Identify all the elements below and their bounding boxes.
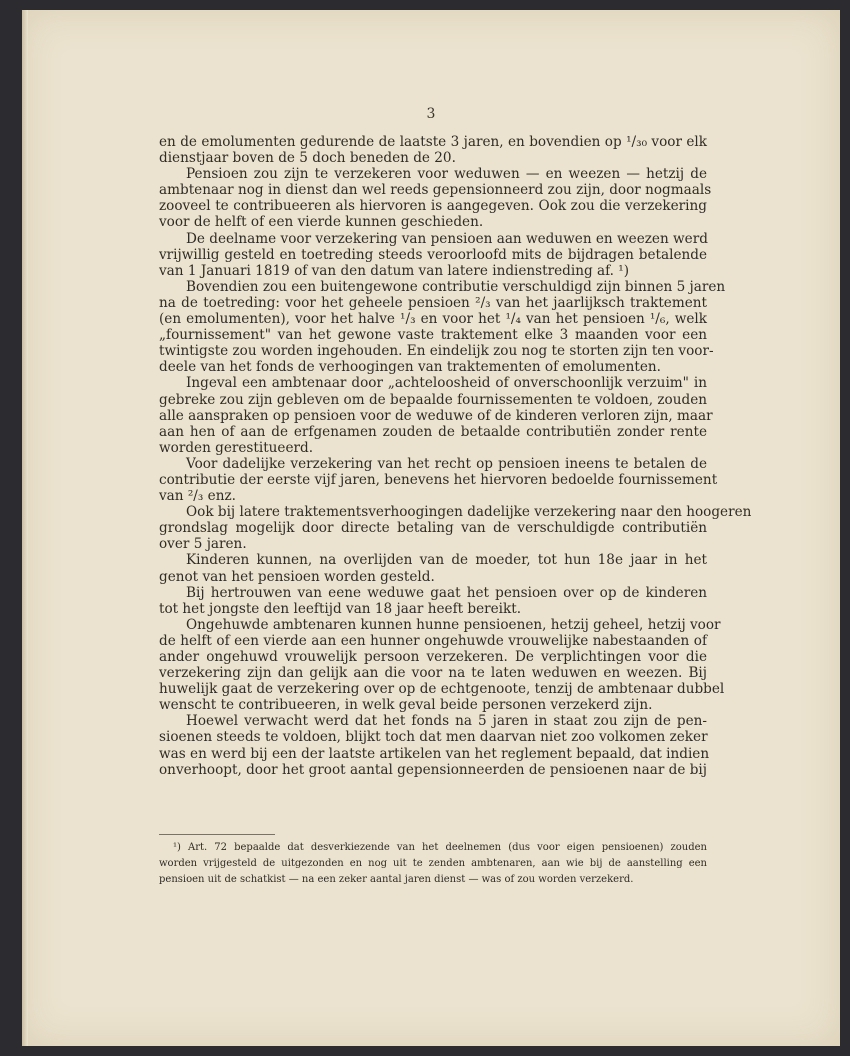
- text-line: ander ongehuwd vrouwelijk persoon verzekeren. De verplichtingen voor die: [159, 649, 707, 665]
- footnote-separator: [159, 834, 275, 835]
- footnote-line: ¹) Art. 72 bepaalde dat desverkiezende van het deelnemen (dus voor eigen pensioenen) zouden: [173, 842, 707, 853]
- text-line: vrijwillig gesteld en toetreding steeds veroorloofd mits de bijdragen betalende: [159, 246, 707, 263]
- footnote-line: pensioen uit de schatkist — na een zeker aantal jaren dienst — was of zou worden verzekerd.: [159, 874, 634, 885]
- text-line: gebreke zou zijn gebleven om de bepaalde fournissementen te voldoen, zouden: [159, 391, 707, 408]
- text-line: Bij hertrouwen van eene weduwe gaat het pensioen over op de kinderen: [186, 584, 707, 601]
- footnote-line: worden vrijgesteld de uitgezonden en nog uit te zenden ambtenaren, aan wie bij de aanstelling een: [159, 858, 707, 869]
- text-line: tot het jongste den leeftijd van 18 jaar heeft bereikt.: [159, 600, 522, 617]
- text-line: ambtenaar nog in dienst dan wel reeds gepensionneerd zou zijn, door nogmaals: [159, 182, 712, 199]
- text-line: dienstjaar boven de 5 doch beneden de 20.: [159, 150, 456, 167]
- text-line: van 1 Januari 1819 of van den datum van latere indienstreding af. ¹): [159, 262, 630, 279]
- footnote: [159, 840, 707, 888]
- text-line: huwelijk gaat de verzekering over op de echtgenoote, tenzij de ambtenaar dubbel: [159, 681, 725, 698]
- text-line: twintigste zou worden ingehouden. En eindelijk zou nog te storten zijn ten voor-: [159, 343, 714, 360]
- page-binding-edge: [22, 10, 28, 1046]
- text-line: sioenen steeds te voldoen, blijkt toch dat men daarvan niet zoo volkomen zeker: [159, 729, 708, 746]
- text-line: Ingeval een ambtenaar door „achteloosheid of onverschoonlijk verzuim" in: [186, 375, 707, 392]
- text-line: was en werd bij een der laatste artikelen van het reglement bepaald, dat indien: [159, 745, 710, 762]
- text-line: deele van het fonds de verhoogingen van traktementen of emolumenten.: [159, 359, 661, 376]
- text-line: genot van het pensioen worden gesteld.: [159, 568, 435, 585]
- text-line: Ongehuwde ambtenaren kunnen hunne pensioenen, hetzij geheel, hetzij voor: [186, 616, 721, 633]
- text-line: alle aanspraken op pensioen voor de weduwe of de kinderen verloren zijn, maar: [159, 407, 713, 424]
- text-line: na de toetreding: voor het geheele pensioen ²/₃ van het jaarlijksch traktement: [159, 294, 707, 311]
- body-text: [159, 134, 752, 778]
- page-number: 3: [426, 106, 436, 122]
- text-line: worden gerestitueerd.: [159, 439, 314, 456]
- text-line: Kinderen kunnen, na overlijden van de moeder, tot hun 18e jaar in het: [186, 552, 707, 569]
- text-line: en de emolumenten gedurende de laatste 3 jaren, en bovendien op ¹/₃₀ voor elk: [159, 134, 707, 150]
- text-line: „fournissement" van het gewone vaste traktement elke 3 maanden voor een: [159, 327, 707, 344]
- text-line: voor de helft of een vierde kunnen geschieden.: [159, 214, 484, 231]
- text-line: de helft of een vierde aan een hunner ongehuwde vrouwelijke nabestaanden of: [159, 632, 707, 649]
- text-line: over 5 jaren.: [159, 536, 247, 553]
- text-line: contributie der eerste vijf jaren, benevens het hiervoren bedoelde fournissement: [159, 471, 718, 488]
- text-line: verzekering zijn dan gelijk aan die voor na te laten weduwen en weezen. Bij: [159, 665, 707, 682]
- text-line: Ook bij latere traktementsverhoogingen dadelijke verzekering naar den hoogeren: [186, 504, 752, 521]
- text-line: Hoewel verwacht werd dat het fonds na 5 jaren in staat zou zijn de pen-: [186, 713, 707, 730]
- text-line: onverhoopt, door het groot aantal gepensionneerden de pensioenen naar de bij: [159, 761, 707, 778]
- text-line: grondslag mogelijk door directe betaling van de verschuldigde contributiën: [159, 520, 707, 537]
- text-line: aan hen of aan de erfgenamen zouden de betaalde contributiën zonder rente: [159, 423, 707, 440]
- text-line: wenscht te contribueeren, in welk geval beide personen verzekerd zijn.: [159, 697, 653, 714]
- text-line: Bovendien zou een buitengewone contributie verschuldigd zijn binnen 5 jaren: [186, 278, 726, 295]
- text-line: (en emolumenten), voor het halve ¹/₃ en voor het ¹/₄ van het pensioen ¹/₆, welk: [159, 311, 707, 328]
- text-line: Voor dadelijke verzekering van het recht op pensioen ineens te betalen de: [186, 455, 707, 472]
- text-line: zooveel te contribueeren als hiervoren is aangegeven. Ook zou die verzekering: [159, 198, 707, 215]
- text-line: Pensioen zou zijn te verzekeren voor weduwen — en weezen — hetzij de: [186, 166, 707, 183]
- document-page: [22, 10, 840, 1046]
- text-line: De deelname voor verzekering van pensioen aan weduwen en weezen werd: [186, 230, 708, 247]
- text-line: van ²/₃ enz.: [159, 488, 236, 505]
